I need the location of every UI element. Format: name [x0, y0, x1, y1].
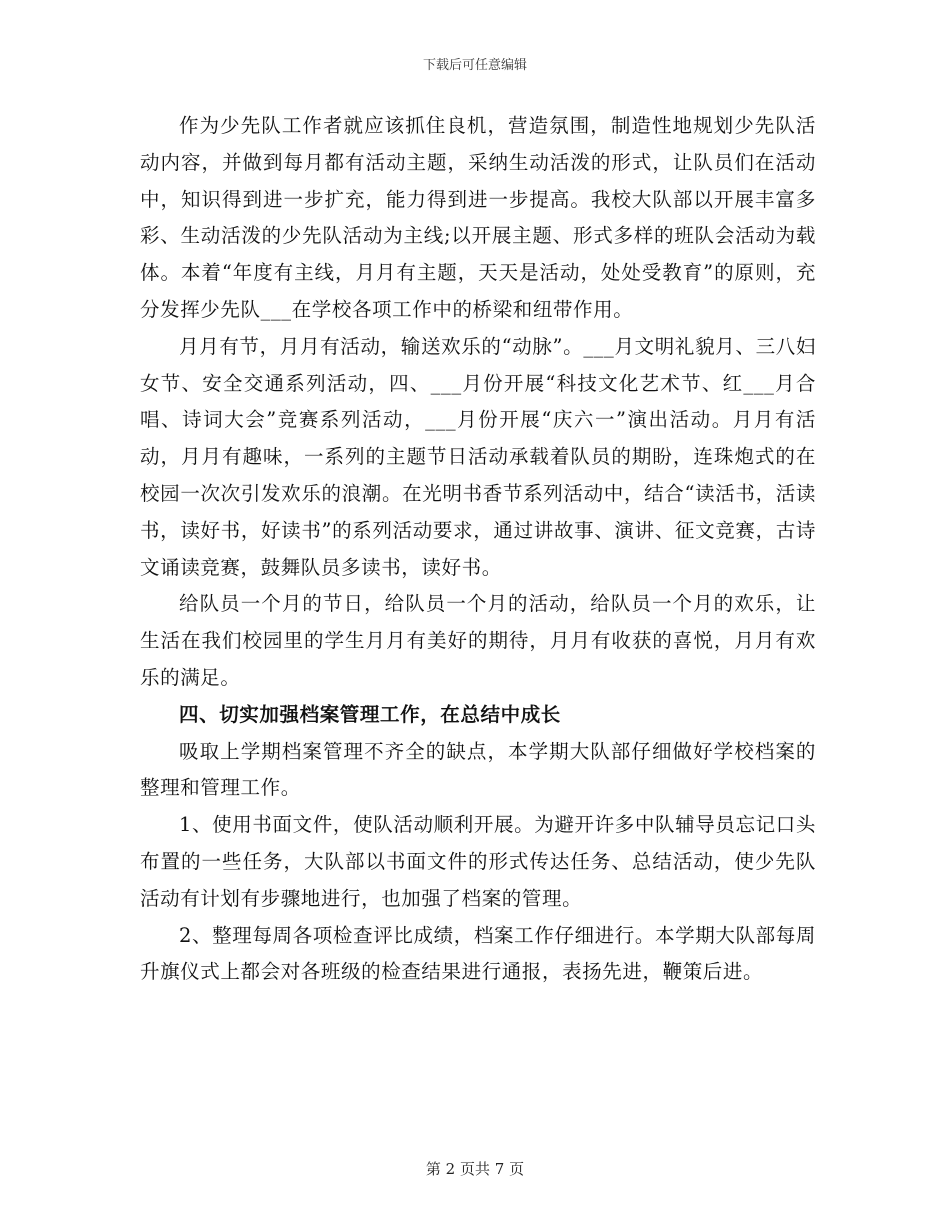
- page-header-note: 下载后可任意编辑: [422, 58, 527, 73]
- paragraph-activity-planning: 作为少先队工作者就应该抓住良机，营造氛围，制造性地规划少先队活动内容，并做到每月都有活动主题，采纳生动活泼的形式，让队员们在活动中，知识得到进一步扩充，能力得到进一步提高。我校大队部以开展丰富多彩、生动活泼的少先队活动为主线;以开展主题、形式多样的班队会活动为载体。本着“年度有主线，月月有主题，天天是活动，处处受教育”的原则，充分发挥少先队___在学校各项工作中的桥梁和纽带作用。: [140, 114, 816, 321]
- paragraph-monthly-joy: 给队员一个月的节日，给队员一个月的活动，给队员一个月的欢乐，让生活在我们校园里的学生月月有美好的期待，月月有收获的喜悦，月月有欢乐的满足。: [140, 592, 816, 689]
- section-heading-archives: 四、切实加强档案管理工作，在总结中成长: [179, 702, 561, 726]
- paragraph-monthly-festivals: 月月有节，月月有活动，输送欢乐的“动脉”。___月文明礼貌月、三八妇女节、安全交通系列活动，四、___月份开展“科技文化艺术节、红___月合唱、诗词大会”竞赛系列活动，___月份开展“庆六一”演出活动。月月有活动，月月有趣味，一系列的主题节日活动承载着队员的期盼，连珠炮式的在校园一次次引发欢乐的浪潮。在光明书香节系列活动中，结合“读活书，活读书，读好书，好读书”的系列活动要求，通过讲故事、演讲、征文竞赛，古诗文诵读竞赛，鼓舞队员多读书，读好书。: [140, 334, 816, 579]
- paragraph-archive-intro: 吸取上学期档案管理不齐全的缺点，本学期大队部仔细做好学校档案的整理和管理工作。: [140, 739, 816, 800]
- paragraph-written-documents: 1、使用书面文件，使队活动顺利开展。为避开许多中队辅导员忘记口头布置的一些任务，大队部以书面文件的形式传达任务、总结活动，使少先队活动有计划有步骤地进行，也加强了档案的管理。: [140, 813, 816, 910]
- page-number: 第 2 页共 7 页: [425, 1160, 525, 1178]
- paragraph-weekly-inspection: 2、整理每周各项检查评比成绩，档案工作仔细进行。本学期大队部每周升旗仪式上都会对各班级的检查结果进行通报，表扬先进，鞭策后进。: [140, 923, 816, 984]
- document-body: [140, 108, 816, 991]
